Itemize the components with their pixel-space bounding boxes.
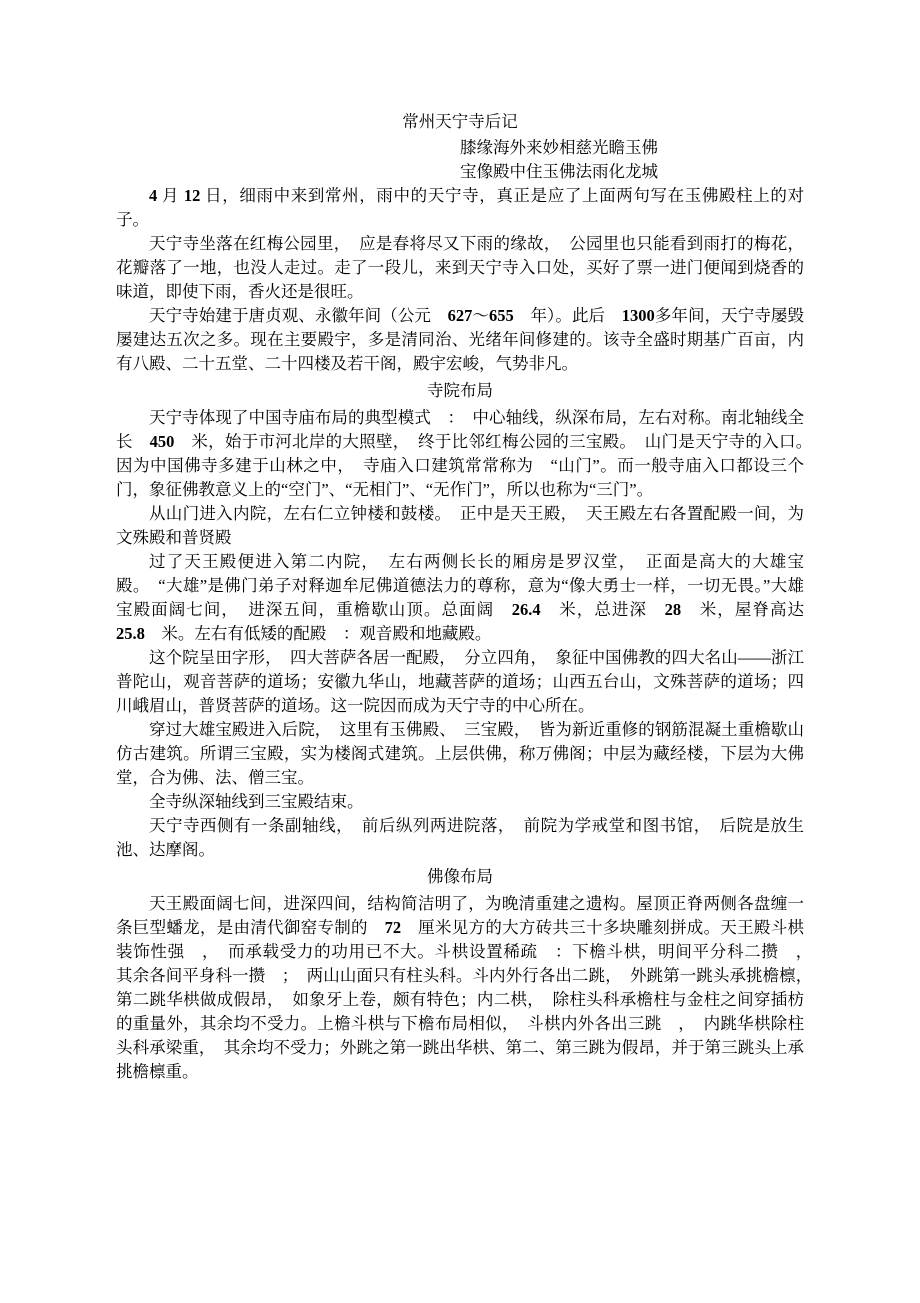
paragraph-west-axis: 天宁寺西侧有一条副轴线， 前后纵列两进院落， 前院为学戒堂和图书馆， 后院是放生池、达摩阁。 [116,816,804,859]
paragraph-rear-court: 穿过大雄宝殿进入后院， 这里有玉佛殿、 三宝殿， 皆为新近重修的钢筋混凝土重檐歇山仿古建筑。所谓三宝殿，实为楼阁式建筑。上层供佛，称万佛阁；中层为藏经楼，下层为大佛堂，合为佛、法、僧三宝。 [116,720,804,787]
section-heading-temple-layout: 寺院布局 [427,381,493,400]
section-heading-buddha-layout: 佛像布局 [427,867,493,886]
paragraph-inner-court: 从山门进入内院，左右仁立钟楼和鼓楼。 正中是天王殿， 天王殿左右各置配殿一间，为文殊殿和普贤殿 [116,504,804,547]
paragraph-visit-date: 4 月 12 日，细雨中来到常州，雨中的天宁寺，真正是应了上面两句写在玉佛殿柱上的对子。 [116,186,805,229]
verse-line-1: 膝缘海外来妙相慈光瞻玉佛 [460,138,658,157]
paragraph-temple-history: 天宁寺始建于唐贞观、永徽年间（公元 627～655 年）。此后 1300多年间，天宁寺屡毁屡建达五次之多。现在主要殿宇，多是清同治、光绪年间修建的。该寺全盛时期基广百亩，内有八殿、二十五堂、二十四楼及若干阁，殿宇宏峻，气势非凡。 [116,306,805,373]
paragraph-axis-layout: 天宁寺体现了中国寺庙布局的典型模式 ： 中心轴线，纵深布局，左右对称。南北轴线全长 450 米，始于市河北岸的大照壁， 终于比邻红梅公园的三宝殿。 山门是天宁寺的入口。 因为中国佛寺多建于山林之中， 寺庙入口建筑常常称为 “山门”。而一般寺庙入口都设三个门，象征佛教意义上的“空门”、“无相门”、“无作门”，所以也称为“三门”。 [116,408,821,499]
document-title: 常州天宁寺后记 [402,112,518,131]
paragraph-four-bodhisattvas: 这个院呈田字形， 四大菩萨各居一配殿， 分立四角， 象征中国佛教的四大名山——浙江普陀山，观音菩萨的道场；安徽九华山，地藏菩萨的道场；山西五台山，文殊菩萨的道场；四川峨眉山，普贤菩萨的道场。这一院因而成为天宁寺的中心所在。 [116,648,804,715]
paragraph-mahavira-hall: 过了天王殿便进入第二内院， 左右两侧长长的厢房是罗汉堂， 正面是高大的大雄宝殿。 “大雄”是佛门弟子对释迦牟尼佛道德法力的尊称，意为“像大勇士一样，一切无畏。”大雄宝殿面阔七间， 进深五间，重檐歇山顶。总面阔 26.4 米，总进深 28 米，屋脊高达 25.8 米。左右有低矮的配殿 ：观音殿和地藏殿。 [116,552,821,643]
paragraph-park-arrival: 天宁寺坐落在红梅公园里， 应是春将尽又下雨的缘故， 公园里也只能看到雨打的梅花，花瓣落了一地，也没人走过。走了一段儿，来到天宁寺入口处，买好了票一进门便闻到烧香的味道，即使下雨，香火还是很旺。 [116,234,804,301]
paragraph-axis-end: 全寺纵深轴线到三宝殿结束。 [149,792,364,811]
verse-line-2: 宝像殿中住玉佛法雨化龙城 [460,162,658,181]
paragraph-heavenly-kings-hall: 天王殿面阔七间，进深四间，结构简洁明了，为晚清重建之遗构。屋顶正脊两侧各盘缠一条巨型蟠龙，是由清代御窑专制的 72 厘米见方的大方砖共三十多块雕刻拼成。天王殿斗栱装饰性强 ， 而承载受力的功用已不大。斗栱设置稀疏 ：下檐斗栱，明间平分科二攒 ， 其余各间平身科一攒 ； 两山山面只有柱头科。斗内外行各出二跳， 外跳第一跳头承挑檐檩， 第二跳华栱做成假昂， 如象牙上卷，颇有特色；内二栱， 除柱头科承檐柱与金柱之间穿插枋的重量外，其余均不受力。上檐斗栱与下檐布局相似， 斗栱内外各出三跳 ， 内跳华栱除柱头科承梁重， 其余均不受力；外跳之第一跳出华栱、第二、第三跳为假昂，并于第三跳头上承挑檐檩重。 [116,894,821,1081]
